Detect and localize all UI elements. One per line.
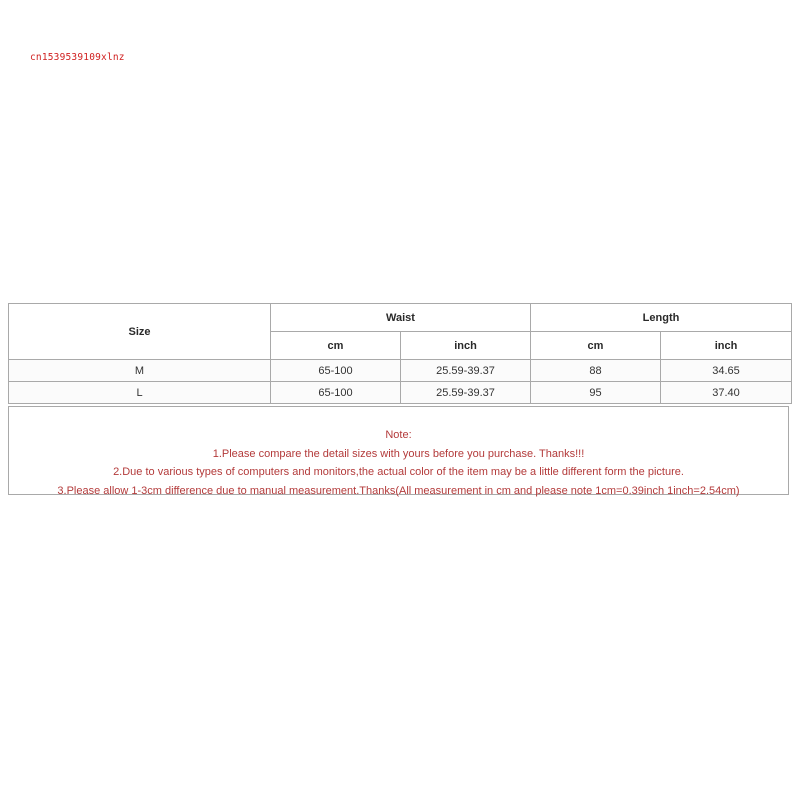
note-line: 3.Please allow 1-3cm difference due to manual measurement.Thanks(All measurement in cm and please note 1cm=0.39inch 1inch=2.54cm)	[57, 484, 740, 497]
waist-inch-cell: 25.59-39.37	[401, 382, 531, 404]
table-header-row	[9, 304, 792, 332]
waist-inch-header: inch	[401, 332, 531, 360]
watermark-text: cn1539539109xlnz	[30, 52, 125, 63]
length-header: Length	[531, 304, 792, 332]
length-inch-cell: 34.65	[661, 360, 792, 382]
length-cm-cell: 88	[531, 360, 661, 382]
notes-title: Note:	[385, 429, 412, 441]
length-inch-header: inch	[661, 332, 792, 360]
length-cm-cell: 95	[531, 382, 661, 404]
waist-cm-cell: 65-100	[271, 382, 401, 404]
size-chart-table	[8, 303, 792, 404]
note-line: 1.Please compare the detail sizes with yours before you purchase. Thanks!!!	[212, 447, 585, 460]
table-row	[9, 382, 792, 404]
size-cell: M	[9, 360, 271, 382]
size-cell: L	[9, 382, 271, 404]
size-header: Size	[9, 304, 271, 360]
waist-cm-header: cm	[271, 332, 401, 360]
waist-cm-cell: 65-100	[271, 360, 401, 382]
table-row	[9, 360, 792, 382]
notes-box	[8, 406, 789, 495]
length-cm-header: cm	[531, 332, 661, 360]
waist-header: Waist	[271, 304, 531, 332]
length-inch-cell: 37.40	[661, 382, 792, 404]
note-line: 2.Due to various types of computers and monitors,the actual color of the item may be a little different form the picture.	[113, 466, 684, 478]
waist-inch-cell: 25.59-39.37	[401, 360, 531, 382]
